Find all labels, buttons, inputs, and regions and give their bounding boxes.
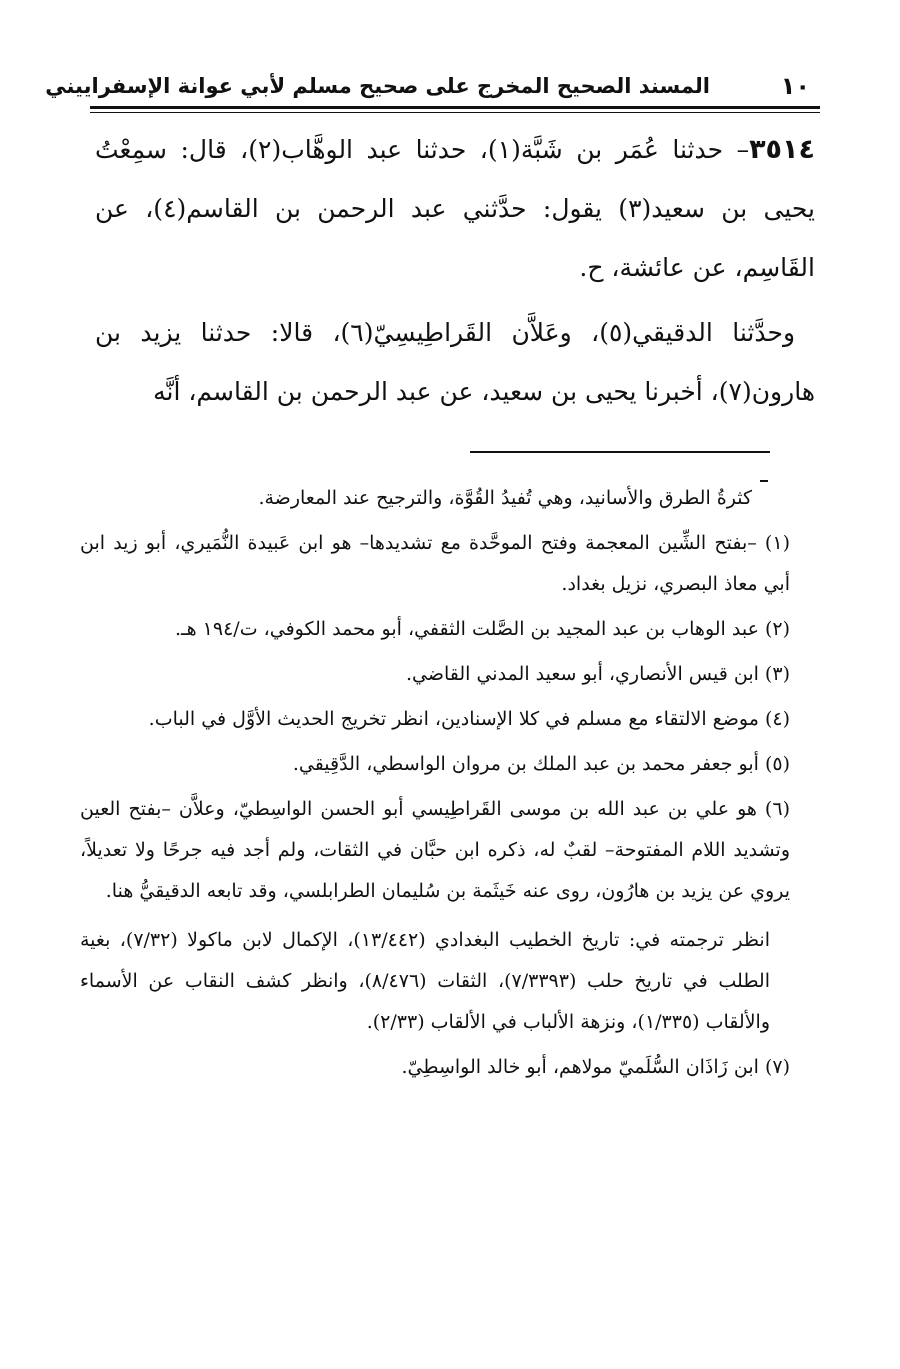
main-text xyxy=(95,120,815,421)
hadith-number: ٣٥١٤ xyxy=(749,134,815,165)
footnote-6: (٦) هو علي بن عبد الله بن موسى القَراطِيسي أبو الحسن الواسِطيّ، وعلاَّن –بفتح العين وتشديد اللام المفتوحة– لقبٌ له، ذكره ابن حبَّان في الثقات، ولم أجد فيه جرحًا ولا تعديلاً، يروي عن يزيد بن هارُون، روى عنه خَيثَمة بن سُليمان الطرابلسي، وقد تابعه الدقيقيُّ هنا. xyxy=(80,798,790,902)
footnote-2: (٢) عبد الوهاب بن عبد المجيد بن الصَّلت الثقفي، أبو محمد الكوفي، ت/١٩٤ هـ. xyxy=(175,618,790,640)
footnote-5: (٥) أبو جعفر محمد بن عبد الملك بن مروان الواسطي، الدَّقِيقي. xyxy=(292,753,790,775)
footnotes xyxy=(80,478,790,1092)
page-number: ١٠ xyxy=(780,72,810,100)
hadith-text: – حدثنا عُمَر بن شَبَّة(١)، حدثنا عبد الوهَّاب(٢)، قال: سمِعْتُ يحيى بن سعيد(٣) يقول: حدَّثني عبد الرحمن بن القاسم(٤)، عن القَاسِم، عن عائشة، ح. xyxy=(95,135,815,282)
footnote-separator xyxy=(470,451,770,453)
hadith-paragraph-2: وحدَّثنا الدقيقي(٥)، وعَلاَّن القَراطِيسِيّ(٦)، قالا: حدثنا يزيد بن هارون(٧)، أخبرنا يحيى بن سعيد، عن عبد الرحمن بن القاسم، أنَّه xyxy=(95,318,815,406)
hadith-paragraph xyxy=(95,120,815,297)
footnote-6-references: انظر ترجمته في: تاريخ الخطيب البغدادي (١٣/٤٤٢)، الإكمال لابن ماكولا (٧/٣٢)، بغية الطلب في تاريخ حلب (٧/٣٣٩٣)، الثقات (٨/٤٧٦)، وانظر كشف النقاب عن الأسماء والألقاب (١/٣٣٥)، ونزهة الألباب في الألقاب (٢/٣٣). xyxy=(80,929,770,1033)
header-rule-thick xyxy=(90,106,820,109)
page-header xyxy=(45,70,820,104)
footnote-carryover: كثرةُ الطرق والأسانيد، وهي تُفيدُ القُوَّة، والترجيح عند المعارضة. xyxy=(258,487,752,509)
footnote-1: (١) –بفتح الشِّين المعجمة وفتح الموحَّدة مع تشديدها– هو ابن عَبيدة النُّمَيري، أبو زيد ابن أبي معاذ البصري، نزيل بغداد. xyxy=(80,532,790,595)
footnote-3: (٣) ابن قيس الأنصاري، أبو سعيد المدني القاضي. xyxy=(405,663,790,685)
header-rule-thin xyxy=(90,112,820,113)
footnote-7: (٧) ابن زَاذَان السُّلَميّ مولاهم، أبو خالد الواسِطِيّ. xyxy=(401,1056,790,1078)
footnote-4: (٤) موضع الالتقاء مع مسلم في كلا الإسنادين، انظر تخريج الحديث الأوَّل في الباب. xyxy=(148,708,790,730)
running-title: المسند الصحيح المخرج على صحيح مسلم لأبي عوانة الإسفراييني xyxy=(45,74,710,98)
